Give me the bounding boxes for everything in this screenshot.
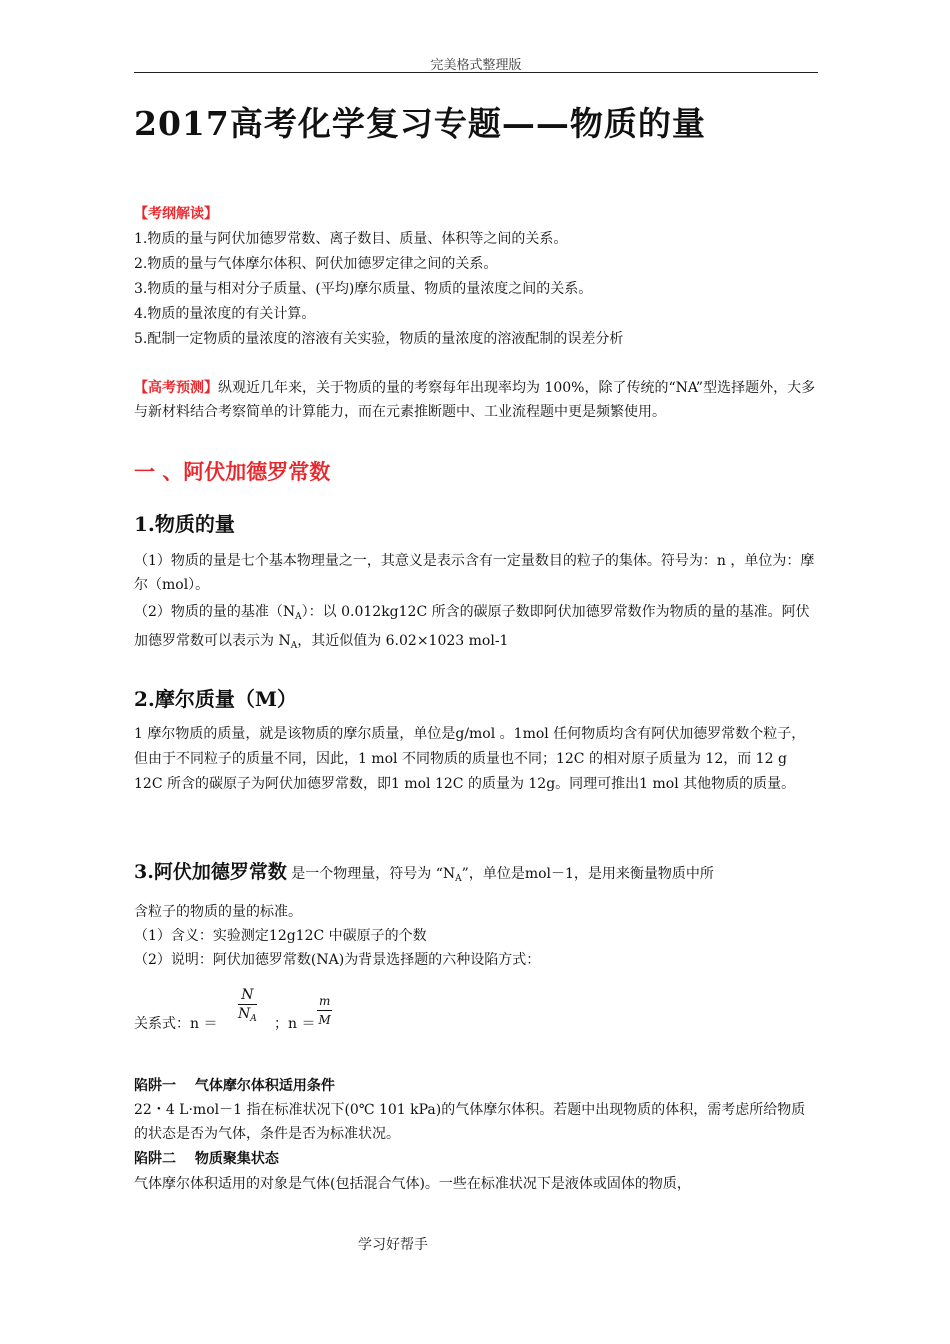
s3-paragraph-1: （1）含义：实验测定12g12C 中碳原子的个数: [134, 928, 427, 944]
forecast-text: 纵观近几年来，关于物质的量的考察每年出现率均为 100%，除了传统的“NA”型选择题外，大多与新材料结合考察简单的计算能力，而在元素推断题中、工业流程题中更是频繁使用。: [134, 380, 816, 420]
s3-continuation: 含粒子的物质的量的标准。: [134, 904, 302, 920]
fraction-2-numerator: m: [317, 992, 332, 1011]
interpretation-item-5: 5.配制一定物质的量浓度的溶液有关实验，物质的量浓度的溶液配制的误差分析: [134, 331, 624, 347]
s1-p2-sub: A: [295, 612, 302, 622]
s1-p2-part-a: （2）物质的量的基准（N: [134, 604, 296, 620]
s1-paragraph-1: （1）物质的量是七个基本物理量之一，其意义是表示含有一定量数目的粒子的集体。符号为：n ，单位为：摩尔（mol）。: [134, 553, 815, 593]
interpretation-label: [134, 202, 818, 226]
formula-label: 关系式：n ＝: [134, 1016, 218, 1032]
fraction-2-denominator: M: [318, 1013, 331, 1027]
s3-inline-a: 是一个物理量，符号为 “N: [286, 866, 456, 882]
subheading-molar-mass: 2.摩尔质量（M）: [134, 687, 298, 711]
formula-separator: ；n ＝: [274, 1016, 316, 1032]
trap-2-text: 气体摩尔体积适用的对象是气体(包括混合气体)。一些在标准状况下是液体或固体的物质，: [134, 1176, 691, 1192]
fraction-1-den-sub: A: [250, 1014, 257, 1024]
document-title: 2017高考化学复习专题——物质的量: [134, 104, 706, 143]
fraction-1-denominator: [238, 1005, 257, 1028]
s3-heading-line: [134, 858, 818, 893]
s1-p2-part-c: ，其近似值为 6.02×1023 mol-1: [297, 633, 509, 649]
s1-p2-part-b: ）：以 0.012kg12C 所含的碳原子数即阿伏加德罗常数作为物质的量的基准。阿伏加德罗常数可以表示为 N: [134, 604, 810, 649]
s2-paragraph: 1 摩尔物质的质量，就是该物质的摩尔质量，单位是g/mol 。1mol 任何物质均含有阿伏加德罗常数个粒子，但由于不同粒子的质量不同，因此，1 mol 不同物质的质量也不同；12C 的相对原子质量为 12，而 12 g 12C 所含的碳原子为阿伏加德罗常数，即1 mol 12C 的质量为 12g。同理可推出1 mol 其他物质的质量。: [134, 726, 806, 792]
s1-p2-sub-2: A: [290, 641, 298, 651]
relation-formula: [134, 986, 434, 1036]
trap-2-label: 陷阱二 物质聚集状态: [134, 1151, 279, 1167]
section-heading-1: 一 、阿伏加德罗常数: [134, 459, 331, 484]
trap-1-text: 22・4 L·mol－1 指在标准状况下(0℃ 101 kPa)的气体摩尔体积。若题中出现物质的体积，需考虑所给物质的状态是否为气体，条件是否为标准状况。: [134, 1102, 806, 1142]
interpretation-item-3: 3.物质的量与相对分子质量、(平均)摩尔质量、物质的量浓度之间的关系。: [134, 281, 593, 297]
fraction-n-over-na: [238, 986, 257, 1028]
s3-inline-b: ”，单位是mol－1，是用来衡量物质中所: [461, 866, 714, 882]
s1-paragraph-2: [134, 600, 818, 658]
s3-inline-sub: A: [455, 874, 462, 884]
interpretation-item-1: 1.物质的量与阿伏加德罗常数、离子数目、质量、体积等之间的关系。: [134, 231, 568, 247]
fraction-1-numerator: N: [238, 986, 257, 1005]
forecast-paragraph: [134, 376, 818, 424]
s3-paragraph-2: （2）说明：阿伏加德罗常数(NA)为背景选择题的六种设陷方式：: [134, 952, 541, 968]
interpretation-item-4: 4.物质的量浓度的有关计算。: [134, 306, 316, 322]
trap-1-label: 陷阱一 气体摩尔体积适用条件: [134, 1078, 335, 1094]
interpretation-tag: 【考纲解读】: [134, 206, 218, 222]
header-rule: [134, 72, 818, 73]
forecast-tag: 【高考预测】: [134, 380, 218, 396]
subheading-substance-amount: 1.物质的量: [134, 512, 235, 536]
page-footer: 学习好帮手: [358, 1237, 428, 1253]
subheading-avogadro: 3.阿伏加德罗常数: [134, 861, 287, 883]
fraction-m-over-m: [317, 992, 332, 1029]
interpretation-item-2: 2.物质的量与气体摩尔体积、阿伏加德罗定律之间的关系。: [134, 256, 498, 272]
page-header: 完美格式整理版: [430, 58, 522, 73]
fraction-1-den-symbol: N: [238, 1006, 251, 1022]
